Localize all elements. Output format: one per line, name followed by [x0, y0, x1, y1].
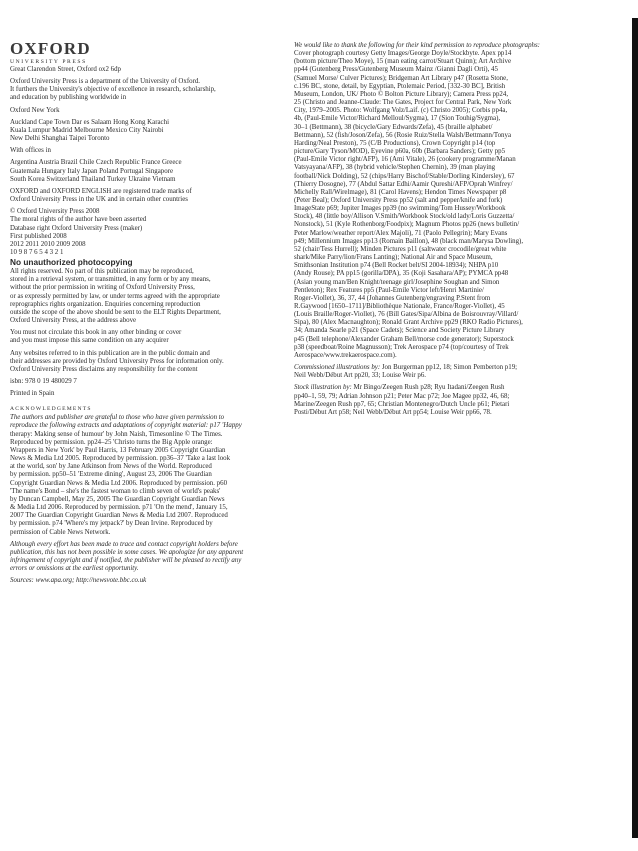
photo-credit-line: p45 (Bell telephone/Alexander Graham Bell/morse code generator); Superstock — [294, 335, 514, 343]
effort-block — [10, 541, 286, 574]
stock-block — [294, 384, 587, 417]
ack-line: Wrappers in New York' by Paul Harris, 13 February 2005 Copyright Guardian — [10, 446, 226, 454]
photo-credit-line: Museum, London, UK/ Photo © Bolton Picture Library); Camera Press pp24, — [294, 90, 509, 98]
rights-line: All rights reserved. No part of this publication may be reproduced, — [10, 268, 194, 276]
ack-line: therapy: Making sense of humour' by John Naish, Timesonline © The Times. — [10, 430, 223, 438]
moral-rights: The moral rights of the author have been asserted — [10, 216, 147, 224]
circulate-line: You must not circulate this book in any other binding or cover — [10, 329, 182, 337]
cities-line: Kuala Lumpur Madrid Melbourne Mexico City Nairobi — [10, 126, 164, 134]
ack-line: Reproduced by permission. pp24–25 'Christo turns the Big Apple orange: — [10, 438, 213, 446]
photo-credit-line: 52 (chair/Tess Hurrell); Minden Pictures p11 (saltwater crocodile/great white — [294, 245, 507, 253]
ack-line: Copyright Guardian News & Media Ltd 2006. Reproduced by permission. p60 — [10, 479, 228, 487]
commissioned-line: Neil Webb/Début Art pp20, 33; Louise Weir p6. — [294, 372, 427, 380]
photo-credit-line: c.196 BC, stone, detail, by Egyptian, Ptolemaic Period, [332-30 BC], British — [294, 82, 506, 90]
ack-line: at the world, son' by Jane Atkinson from News of the World. Reproduced — [10, 463, 212, 471]
commissioned-line: Jon Burgerman pp12, 18; Simon Pemberton p19; — [380, 364, 518, 372]
publishing-cities: Oxford New York — [10, 106, 60, 114]
sources: Sources: www.apa.org; http://newsvote.bbc.co.uk — [10, 577, 147, 585]
press-name: UNIVERSITY PRESS — [10, 59, 87, 65]
ack-line: 'The name's Bond – she's the fastest woman to climb seven of world's peaks' — [10, 487, 221, 495]
photo-credits-block — [294, 50, 587, 360]
acknowledgements-heading: ACKNOWLEDGEMENTS — [10, 406, 92, 413]
commissioned-block — [294, 364, 587, 380]
ack-line: reproduce the following extracts and adaptations of copyright material: p17 'Happy — [10, 422, 242, 430]
photo-credit-line: shark/Mike Parry/lion/Frans Lanting); National Air and Space Museum, — [294, 254, 493, 262]
print-years: 2012 2011 2010 2009 2008 — [10, 240, 86, 248]
stock-line: pp40–1, 59, 79; Adrian Johnson p21; Peter Mac p72; Joe Magee pp32, 46, 68; — [294, 392, 510, 400]
cities-line: Auckland Cape Town Dar es Salaam Hong Kong Karachi — [10, 118, 169, 126]
effort-line: Although every effort has been made to trace and contact copyright holders before — [10, 540, 238, 548]
photo-credit-line: Bettmann), 52 (fish/Joson/Zefa), 56 (Rosie Ruiz/Stella Walsh/Bettmann/Tonya — [294, 131, 512, 139]
ack-line: News & Media Ltd 2005. Reproduced by permission. pp36–37 'Take a last look — [10, 455, 231, 463]
effort-line: infringement of copyright and if notified, the publisher will be pleased to rectify any — [10, 556, 242, 564]
photo-credit-line: 30–1 (Bettmann), 38 (bicycle/Gary Edwards/Zefa), 45 (braille alphabet/ — [294, 123, 493, 131]
rights-line: stored in a retrieval system, or transmitted, in any form or by any means, — [10, 276, 211, 284]
credits-column — [294, 42, 587, 417]
trademark-block — [10, 188, 286, 204]
book-spine-edge — [632, 18, 638, 838]
photo-credit-line: 25 (Christo and Jeanne-Claude: The Gates, Project for Central Park, New York — [294, 99, 512, 107]
effort-line: publication, this has not been possible in some cases. We apologize for any apparent — [10, 548, 244, 556]
photo-credit-line: (Samuel Morse/ Culver Pictures); Bridgeman Art Library p47 (Rosetta Stone, — [294, 74, 508, 82]
about-line: and education by publishing worldwide in — [10, 94, 127, 102]
trademark-line: Oxford University Press in the UK and in certain other countries — [10, 196, 188, 204]
photo-credit-line: Nonstock), 51 (Kyle Rothenborg/Foodpix); Magnum Photos pp26 (news bulletin/ — [294, 221, 520, 229]
stock-label: Stock illustration by: — [294, 384, 352, 392]
photo-credit-line: (bottom picture/Theo Moye), 15 (man eating carrot/Stuart Quinn); Art Archive — [294, 58, 511, 66]
commissioned-label: Commissioned illustrations by: — [294, 364, 381, 372]
photo-credit-line: Michelly Rall/Wirelmage), 81 (Carol Havens); Hendon Times Newspaper p8 — [294, 188, 507, 196]
oxford-logo: OXFORD — [10, 39, 91, 58]
photo-credit-line: (Asian young man/Ben Knight/teenage girl/Josephine Soughan and Simon — [294, 278, 500, 286]
rights-block — [10, 268, 286, 325]
offices-label: With offices in — [10, 147, 51, 155]
photo-credit-line: R.Gaywood [1650–1711]/Bibliothèque Nationale, France/Roger-Viollet), 45 — [294, 303, 505, 310]
circulate-line: and you must impose this same condition on any acquirer — [10, 337, 169, 345]
photo-credit-line: Aerospace/www.trekaerospace.com). — [294, 351, 397, 359]
photo-credit-line: football/Nick Dolding), 52 (chips/Harry Bischof/Stable/Dorling Kindersley), 67 — [294, 172, 515, 180]
photo-credit-line: picture/Gary Tyson/MOD), Eyevine p60a, 60b (Barbara Sanders); Getty pp5 — [294, 148, 506, 156]
ack-line: The authors and publisher are grateful to those who have given permission to — [10, 414, 225, 422]
offices-line: Argentina Austria Brazil Chile Czech Republic France Greece — [10, 159, 182, 167]
imprint-column — [10, 40, 286, 585]
ack-line: permission of Cable News Network. — [10, 528, 111, 536]
photo-credit-line: Harding/Neal Preston), 75 (C/B Productions), Crown Copyright p14 (top — [294, 139, 496, 147]
websites-line: their addresses are provided by Oxford University Press for information only. — [10, 357, 224, 365]
publisher-address: Great Clarendon Street, Oxford ox2 6dp — [10, 66, 121, 73]
photocopy-heading: No unauthorized photocopying — [10, 257, 133, 268]
about-line: It furthers the University's objective of excellence in research, scholarship, — [10, 86, 216, 94]
photo-credit-line: Smithsonian Institution p74 (Bell Rocket belt/SI 2004-18934); NHPA p10 — [294, 262, 499, 270]
database-right: Database right Oxford University Press (maker) — [10, 224, 143, 232]
photo-credit-line: (Andy Rouse); PA pp15 (gorilla/DPA), 35 (Koji Sasahara/AP); PYMCA pp48 — [294, 270, 509, 278]
photo-credit-line: Stock), 48 (little boy/Allison V.Smith/Workbook Stock/old lady/Loris Guzzetta/ — [294, 213, 515, 221]
photo-credit-line: (Louis Braille/Roger-Viollet), 76 (Bill Gates/Sipa/Albina de Boisrouvray/Villard/ — [294, 311, 519, 319]
websites-line: Any websites referred to in this publication are in the public domain and — [10, 349, 210, 357]
ack-line: 2007 The Guardian Copyright Guardian News & Media Ltd 2007. Reproduced — [10, 512, 228, 520]
photo-credit-line: Sipa), 80 (Alex Macnaughton); Ronald Grant Archive pp29 (RKO Radio Pictures), — [294, 319, 523, 327]
copyright-notice: © Oxford University Press 2008 — [10, 208, 100, 216]
offices-block — [10, 159, 286, 183]
photo-credit-line: Pentleton); Rex Features pp5 (Paul-Emile Victor left/Henri Martinie/ — [294, 286, 484, 294]
rights-line: or as expressly permitted by law, or under terms agreed with the appropriate — [10, 292, 220, 300]
photo-credit-line: Roger-Viollet), 36, 37, 44 (Johannes Gutenberg/engraving P.Stent from — [294, 294, 491, 302]
acknowledgements-block — [10, 414, 286, 536]
page-corner — [600, 0, 638, 18]
photo-credit-line: Peter Marlow/weather report/Alex Majoli), 71 (Paolo Pellegrin); Mary Evans — [294, 229, 508, 237]
ack-line: by permission. p74 'Where's my jetpack?' by Dean Irvine. Reproduced by — [10, 520, 213, 528]
ack-line: by permission. pp50–51 'Extreme dining', August 23, 2006 The Guardian — [10, 471, 212, 479]
websites-block — [10, 350, 286, 374]
stock-line: Mr Bingo/Zeegen Rush p28; Ryu Itadani/Zeegen Rush — [351, 384, 505, 392]
photo-credit-line: 4b, (Paul-Emile Victor/Richard Melloul/Sygma), 17 (Sion Touhig/Sygma), — [294, 115, 501, 123]
photo-credit-line: ImageState p69; Jupiter Images pp39 (no swimming/Tom Hussey/Workbook — [294, 205, 506, 213]
ack-line: by Duncan Campbell, May 25, 2005 The Guardian Copyright Guardian News — [10, 495, 225, 503]
photo-credit-line: p49; Millennium Images pp13 (Romain Baillon), 48 (black man/Marysa Dowling), — [294, 237, 524, 245]
websites-line: Oxford University Press disclaims any responsibility for the content — [10, 365, 198, 373]
photo-credit-line: (Paul-Emile Victor right/AFP), 16 (Ami Vitale), 26 (cookery programme/Manan — [294, 156, 516, 164]
trademark-line: OXFORD and OXFORD ENGLISH are registered trade marks of — [10, 187, 192, 195]
stock-line: Posti/Début Art p58; Neil Webb/Début Art pp54; Louise Weir pp66, 78. — [294, 408, 492, 416]
print-run: 10 9 8 7 6 5 4 3 2 1 — [10, 248, 64, 256]
rights-line: reprographics rights organization. Enquiries concerning reproduction — [10, 300, 201, 308]
rights-line: without the prior permission in writing of Oxford University Press, — [10, 284, 195, 292]
photo-credits-intro: We would like to thank the following for their kind permission to reproduce photographs: — [294, 42, 540, 49]
circulate-block — [10, 329, 286, 345]
stock-line: Marine/Zeegen Rush pp7, 65; Christian Montenegro/Dutch Uncle p61; Pietari — [294, 400, 510, 408]
effort-line: errors or omissions at the earliest opportunity. — [10, 565, 139, 573]
photo-credit-line: (Peter Beal); Oxford University Press pp52 (salt and pepper/knife and fork) — [294, 196, 503, 204]
photo-credit-line: (Thierry Dosogne), 77 (Abdul Sattar Edhi/Aamir Qureshi/AFP/Oprah Winfrey/ — [294, 180, 513, 188]
rights-line: Oxford University Press, at the address above — [10, 317, 137, 325]
photo-credit-line: 34; Amanda Searle p21 (Space Cadets); Science and Society Picture Library — [294, 327, 505, 335]
offices-line: Guatemala Hungary Italy Japan Poland Portugal Singapore — [10, 167, 174, 175]
photo-credit-line: Cover photograph courtesy Getty Images/George Doyle/Stockbyte. Apex pp14 — [294, 50, 512, 58]
photo-credit-line: Vatsyayana/AFP), 38 (hybrid vehicle/Stephen Chernin), 39 (man playing — [294, 164, 496, 172]
photo-credit-line: City, 1979–2005. Photo: Wolfgang Volz/Laif. (c) Christo 2005); Corbis pp4a, — [294, 107, 508, 115]
offices-line: South Korea Switzerland Thailand Turkey Ukraine Vietnam — [10, 175, 176, 183]
about-block — [10, 78, 286, 102]
first-published: First published 2008 — [10, 232, 67, 240]
cities-block — [10, 119, 286, 143]
photo-credit-line: p38 (speedboat/Roine Magnusson); Trek Aerospace p74 (top/courtesy of Trek — [294, 343, 509, 351]
rights-line: outside the scope of the above should be sent to the ELT Rights Department, — [10, 308, 221, 316]
printed-in: Printed in Spain — [10, 390, 55, 398]
cities-line: New Delhi Shanghai Taipei Toronto — [10, 135, 110, 143]
about-line: Oxford University Press is a department of the University of Oxford. — [10, 78, 201, 86]
ack-line: & Media Ltd 2006. Reproduced by permission. p71 'On the mend', January 15, — [10, 504, 228, 512]
photo-credit-line: pp44 (Gutenberg Press/Gutenberg Museum Mainz /Gianni Dagli Orti), 45 — [294, 66, 498, 74]
isbn: isbn: 978 0 19 480029 7 — [10, 378, 77, 385]
